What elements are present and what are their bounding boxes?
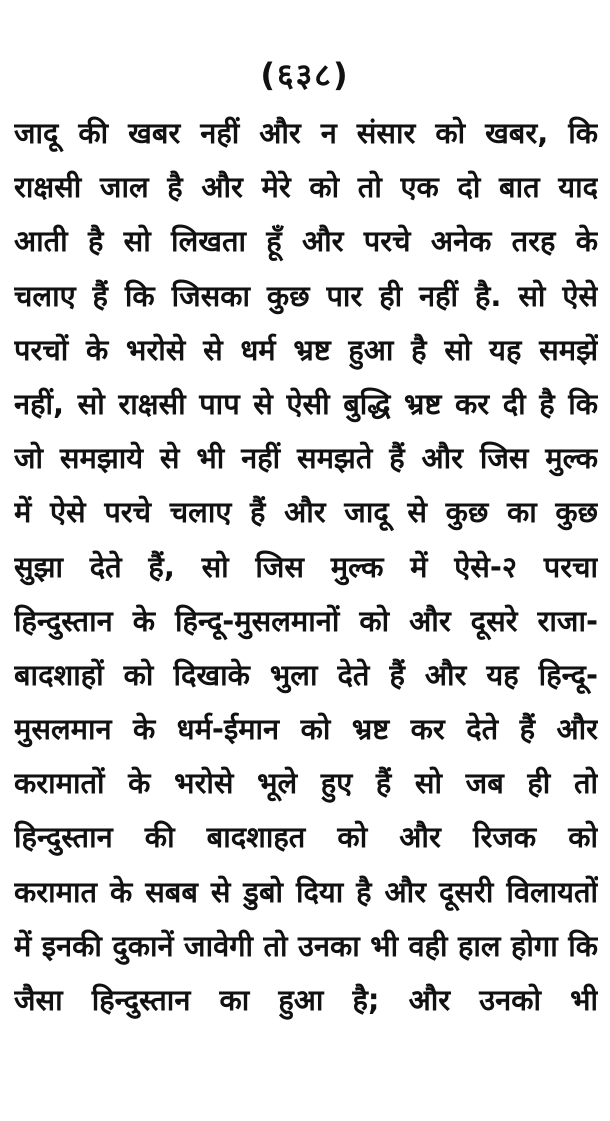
text-line: में ऐसे परचे चलाए हैं और जादू से कुछ का कुछ: [14, 495, 598, 530]
body-text: [14, 106, 598, 1027]
text-line: में इनकी दुकानें जावेगी तो उनका भी वही हाल होगा कि: [14, 928, 598, 963]
text-line: हिन्दुस्तान के हिन्दू-मुसलमानों को और दूसरे राजा-: [14, 603, 598, 638]
text-line: सुझा देते हैं, सो जिस मुल्क में ऐसे-२ परचा: [14, 549, 598, 584]
text-line: बादशाहों को दिखाके भुला देते हैं और यह हिन्दू-: [14, 657, 598, 692]
text-line: करामात के सबब से डुबो दिया है और दूसरी विलायतों: [14, 874, 598, 909]
text-line: मुसलमान के धर्म-ईमान को भ्रष्ट कर देते हैं और: [14, 712, 598, 747]
page-number: (६३८): [260, 56, 350, 94]
text-line: जैसा हिन्दुस्तान का हुआ है; और उनको भी: [14, 983, 598, 1017]
text-line: चलाए हैं कि जिसका कुछ पार ही नहीं है. सो ऐसे: [14, 278, 598, 313]
text-line: जादू की खबर नहीं और न संसार को खबर, कि: [14, 116, 598, 150]
text-line: राक्षसी जाल है और मेरे को तो एक दो बात याद: [14, 170, 598, 205]
text-line: नहीं, सो राक्षसी पाप से ऐसी बुद्धि भ्रष्ट कर दी है कि: [14, 386, 598, 421]
text-line: आती है सो लिखता हूँ और परचे अनेक तरह के: [14, 224, 598, 259]
text-line: करामातों के भरोसे भूले हुए हैं सो जब ही तो: [14, 766, 598, 801]
text-line: जो समझाये से भी नहीं समझते हैं और जिस मुल्क: [14, 441, 598, 476]
text-line: हिन्दुस्तान की बादशाहत को और रिजक को: [14, 820, 598, 855]
text-line: परचों के भरोसे से धर्म भ्रष्ट हुआ है सो यह समझें: [14, 332, 598, 367]
